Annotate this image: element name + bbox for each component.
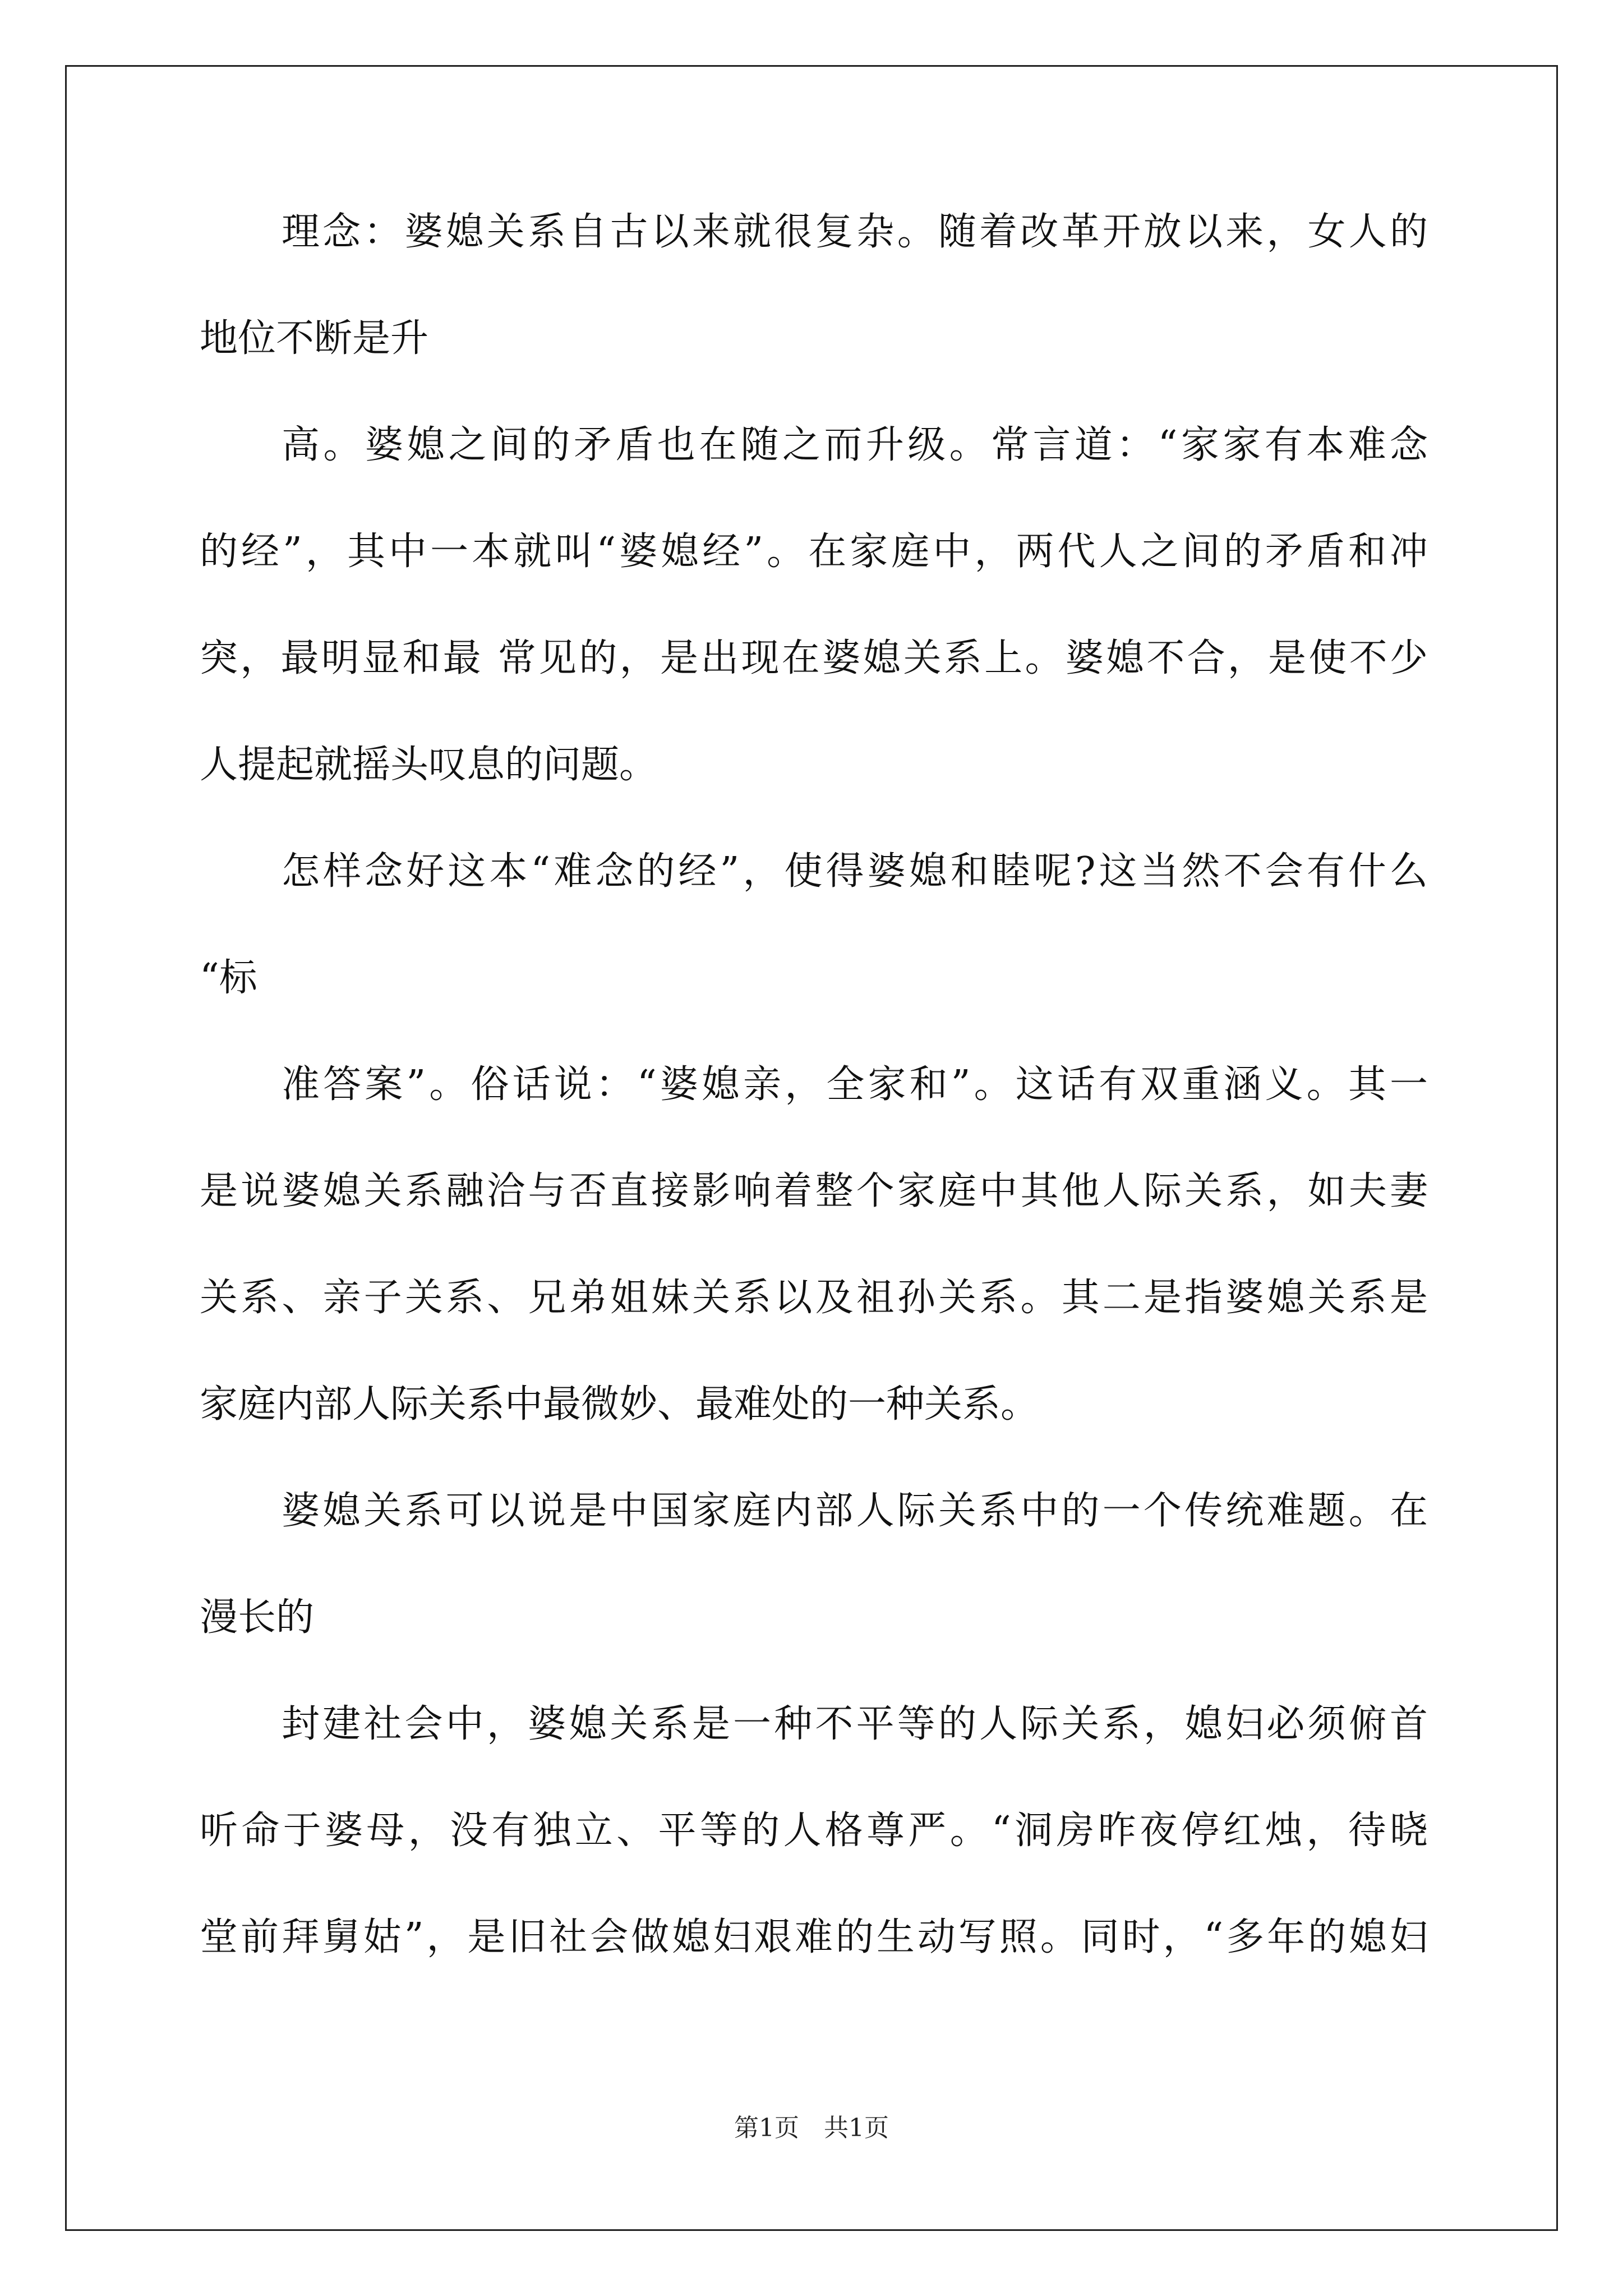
paragraph-line: 突，最明显和最 常见的，是出现在婆媳关系上。婆媳不合，是使不少 [200,636,1428,680]
document-body [200,210,1428,2025]
paragraph-line: 堂前拜舅姑”，是旧社会做媳妇艰难的生动写照。同时，“多年的媳妇 [200,1915,1428,1959]
paragraph-line: 关系、亲子关系、兄弟姐妹关系以及祖孙关系。其二是指婆媳关系是 [200,1276,1428,1320]
page-footer [0,2116,1623,2141]
paragraph-line: 是说婆媳关系融洽与否直接影响着整个家庭中其他人际关系，如夫妻 [200,1169,1428,1213]
paragraph-line: 家庭内部人际关系中最微妙、最难处的一种关系。 [200,1382,1039,1427]
page-total: 共1页 [824,2114,889,2142]
paragraph-line: 怎样念好这本“难念的经”，使得婆媳和睦呢?这当然不会有什么 [282,849,1428,894]
paragraph-line: 高。婆媳之间的矛盾也在随之而升级。常言道：“家家有本难念 [282,423,1428,467]
paragraph-line: 听命于婆母，没有独立、平等的人格尊严。“洞房昨夜停红烛，待晓 [200,1809,1428,1853]
paragraph-line: 的经”，其中一本就叫“婆媳经”。在家庭中，两代人之间的矛盾和冲 [200,530,1428,574]
paragraph-line: 漫长的 [200,1595,315,1640]
paragraph-line: 理念：婆媳关系自古以来就很复杂。随着改革开放以来，女人的 [282,210,1428,254]
paragraph-line: 准答案”。俗话说：“婆媳亲，全家和”。这话有双重涵义。其一 [282,1062,1428,1107]
paragraph-line: 人提起就摇头叹息的问题。 [200,743,658,787]
paragraph-line: 封建社会中，婆媳关系是一种不平等的人际关系，媳妇必须俯首 [282,1702,1428,1746]
paragraph-line: 地位不断是升 [200,316,429,361]
paragraph-line: “标 [200,956,257,1000]
page-number: 第1页 [734,2114,799,2142]
paragraph-line: 婆媳关系可以说是中国家庭内部人际关系中的一个传统难题。在 [282,1489,1428,1533]
